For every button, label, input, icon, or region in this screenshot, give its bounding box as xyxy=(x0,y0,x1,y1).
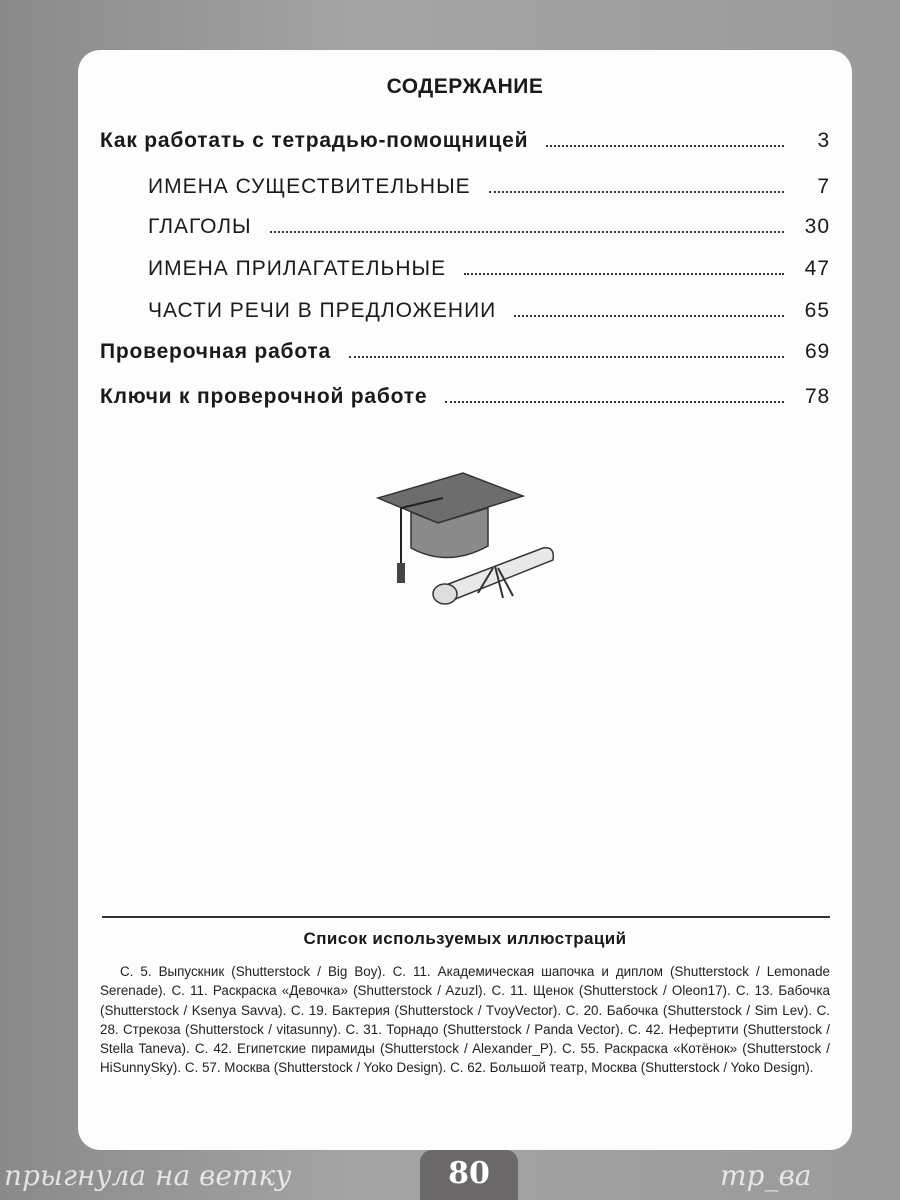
toc-page: 3 xyxy=(817,129,830,152)
toc-page: 78 xyxy=(805,385,830,408)
background-handwriting: прыгнула на ветку xyxy=(4,1159,292,1192)
content-page xyxy=(78,50,852,1150)
table-of-contents xyxy=(100,50,830,430)
toc-label: ЧАСТИ РЕЧИ В ПРЕДЛОЖЕНИИ xyxy=(148,299,497,322)
toc-page: 65 xyxy=(804,299,830,322)
toc-page: 69 xyxy=(805,340,830,363)
toc-label: ИМЕНА ПРИЛАГАТЕЛЬНЫЕ xyxy=(148,257,447,280)
toc-entry[interactable] xyxy=(148,296,830,326)
dot-leader xyxy=(270,231,784,233)
background-handwriting: тр_ва xyxy=(720,1159,812,1192)
toc-label: ГЛАГОЛЫ xyxy=(148,215,252,238)
toc-entry[interactable] xyxy=(100,126,830,156)
illustrations-credits: С. 5. Выпускник (Shutterstock / Big Boy). С. 11. Академическая шапочка и диплом (Shutterstock / Lemonade Serenade). С. 11. Раскраска «Девочка» (Shutterstock / Azuzl). С. 11. Щенок (Shutterstock / Oleon17). С. 13. Бабочка (Shutterstock / Ksenya Savva). С. 19. Бактерия (Shutterstock / TvoyVector). С. 20. Бабочка (Shutterstock / Sim Lev). С. 28. Стрекоза (Shutterstock / vitasunny). С. 31. Торнадо (Shutterstock / Panda Vector). С. 42. Нефертити (Shutterstock / Stella Taneva). С. 42. Египетские пирамиды (Shutterstock / Alexander_P). С. 55. Раскраска «Котёнок» (Shutterstock / HiSunnySky). С. 57. Москва (Shutterstock / Yoko Design). С. 62. Большой театр, Москва (Shutterstock / Yoko Design). xyxy=(100,964,830,1076)
dot-leader xyxy=(514,315,784,317)
toc-entry[interactable] xyxy=(100,337,830,367)
toc-label: Проверочная работа xyxy=(100,340,331,363)
page-number: 80 xyxy=(420,1150,518,1200)
toc-entry[interactable] xyxy=(148,172,830,202)
divider xyxy=(102,916,830,918)
toc-page: 30 xyxy=(804,215,830,238)
dot-leader xyxy=(546,145,784,147)
toc-label: Ключи к проверочной работе xyxy=(100,385,428,408)
dot-leader xyxy=(349,356,784,358)
toc-entry[interactable] xyxy=(148,254,830,284)
toc-page: 7 xyxy=(817,175,830,198)
dot-leader xyxy=(464,273,784,275)
dot-leader xyxy=(445,401,784,403)
toc-page: 47 xyxy=(804,257,830,280)
toc-entry[interactable] xyxy=(100,382,830,412)
page-title: СОДЕРЖАНИЕ xyxy=(386,75,544,98)
dot-leader xyxy=(489,191,784,193)
illustrations-title: Список используемых иллюстраций xyxy=(303,929,627,948)
toc-entry[interactable] xyxy=(148,212,830,242)
toc-label: ИМЕНА СУЩЕСТВИТЕЛЬНЫЕ xyxy=(148,175,471,198)
toc-label: Как работать с тетрадью-помощницей xyxy=(100,129,529,152)
graduation-cap-icon xyxy=(373,468,563,608)
